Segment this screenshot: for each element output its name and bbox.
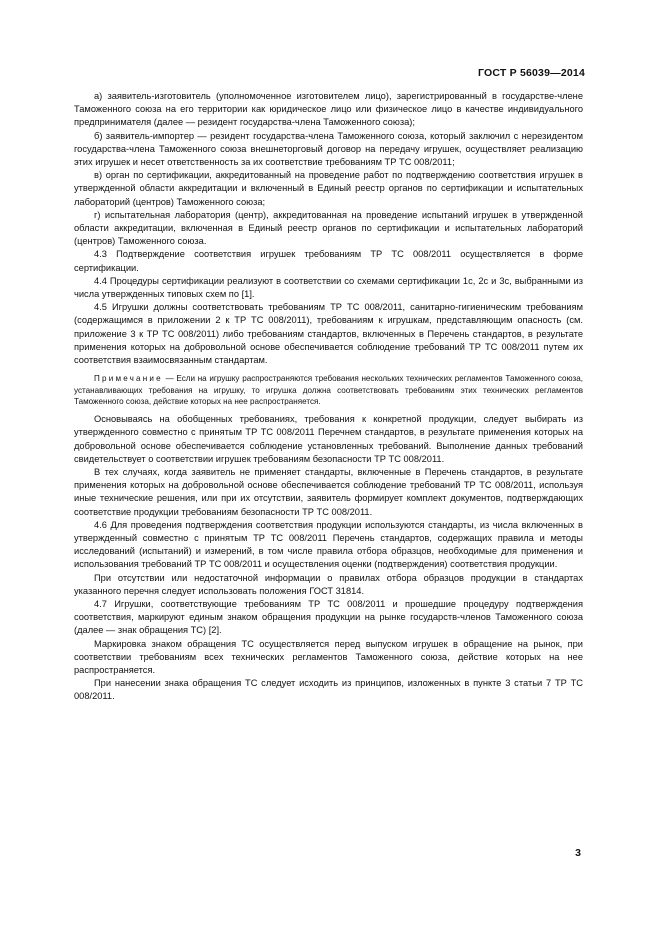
paragraph-a: а) заявитель-изготовитель (уполномоченное изготовителем лицо), зарегистрированный в государстве-члене Таможенного союза на его территории как юридическое лицо или физическое лицо в качестве индивидуального предпринимателя (далее — резидент государства-члена Таможенного союза); [74, 91, 583, 128]
document-code-header: ГОСТ Р 56039—2014 [477, 67, 585, 79]
clause-4-7: 4.7 Игрушки, соответствующие требованиям ТР ТС 008/2011 и прошедшие процедуру подтверждения соответствия, маркируют единым знаком обращения продукции на рынке государств-членов Таможенного союза (далее — знак обращения ТС) [2]. [74, 599, 583, 636]
paragraph-marking: Маркировка знаком обращения ТС осуществляется перед выпуском игрушек в обращение на рынок, при соответствии требованиям всех технических регламентов Таможенного союза, действие которых на нее распространяется. [74, 638, 583, 676]
paragraph-v: в) орган по сертификации, аккредитованный на проведение работ по подтверждению соответствия игрушек в утвержденной области аккредитации и включенный в Единый реестр органов по сертификации и испытательных лабораторий (центров) Таможенного союза; [74, 170, 583, 207]
paragraph-general-requirements: Основываясь на обобщенных требованиях, требования к конкретной продукции, следует выбирать из утвержденного совместно с принятым ТР ТС 008/2011 Перечнем стандартов, в результате применения которых на добровольной основе обеспечивается соблюдение установленных требований. Выполнение данных требований свидетельствует о соответствии игрушек требованиям безопасности ТР ТС 008/2011. [74, 414, 583, 464]
paragraph-g: г) испытательная лаборатория (центр), аккредитованная на проведение испытаний игрушек в утвержденной области аккредитации, включенная в Единый реестр органов по сертификации и испытательных лабораторий (центров) Таможенного союза. [74, 209, 583, 247]
clause-4-3: 4.3 Подтверждение соответствия игрушек требованиям ТР ТС 008/2011 осуществляется в форме сертификации. [74, 249, 583, 273]
page-number: 3 [575, 847, 581, 859]
clause-4-6: 4.6 Для проведения подтверждения соответствия продукции используются стандарты, из числа включенных в утвержденный совместно с принятым ТР ТС 008/2011 Перечень стандартов, содержащих правила и методы исследований (испытаний) и измерений, в том числе правила отбора образцов, необходимые для применения и использования требований ТР ТС 008/2011 и осуществления оценки (подтверждения) соответствия продукции. [74, 519, 583, 570]
note-label: Примечание [94, 374, 163, 384]
note-text: — Если на игрушку распространяются требования нескольких технических регламентов Таможенного союза, устанавливающих требования на игрушку, то игрушка должна соответствовать требованиям этих технических регламентов Таможенного союза, действие которых на нее распространяется. [74, 374, 583, 406]
paragraph-alternative-solutions: В тех случаях, когда заявитель не применяет стандарты, включенные в Перечень стандартов, в результате применения которых на добровольной основе обеспечивается соблюдение требований ТР ТС 008/2011, используя иные технические решения, или при их отсутствии, заявитель формирует комплект документов, подтверждающих соответствие продукции требованиям безопасности ТР ТС 008/2011. [74, 466, 583, 517]
paragraph-b: б) заявитель-импортер — резидент государства-члена Таможенного союза, который заключил с нерезидентом государства-члена Таможенного союза внешнеторговый договор на передачу игрушек, осуществляет реализацию этих игрушек и несет ответственность за их соответствие требованиям ТР ТС 008/2011; [74, 130, 583, 168]
paragraph-marking-principles: При нанесении знака обращения ТС следует исходить из принципов, изложенных в пункте 3 статьи 7 ТР ТС 008/2011. [74, 678, 583, 702]
note [74, 373, 583, 407]
document-body [74, 90, 583, 704]
clause-4-5: 4.5 Игрушки должны соответствовать требованиям ТР ТС 008/2011, санитарно-гигиеническим требованиям (содержащимся в приложении 2 к ТР ТС 008/2011), требованиям к игрушкам, представляющим опасность (см. приложение 3 к ТР ТС 008/2011) либо требованиям стандартов, включенных в Перечень стандартов, в результате применения которых на добровольной основе обеспечивается соблюдение требований ТР ТС 008/2011 путем их соответствия взаимосвязанным стандартам. [74, 302, 583, 366]
paragraph-sampling-rules: При отсутствии или недостаточной информации о правилах отбора образцов продукции в стандартах указанного перечня следует использовать положения ГОСТ 31814. [74, 572, 583, 596]
clause-4-4: 4.4 Процедуры сертификации реализуют в соответствии со схемами сертификации 1с, 2с и 3с, выбранными из числа утвержденных типовых схем по [1]. [74, 275, 583, 300]
